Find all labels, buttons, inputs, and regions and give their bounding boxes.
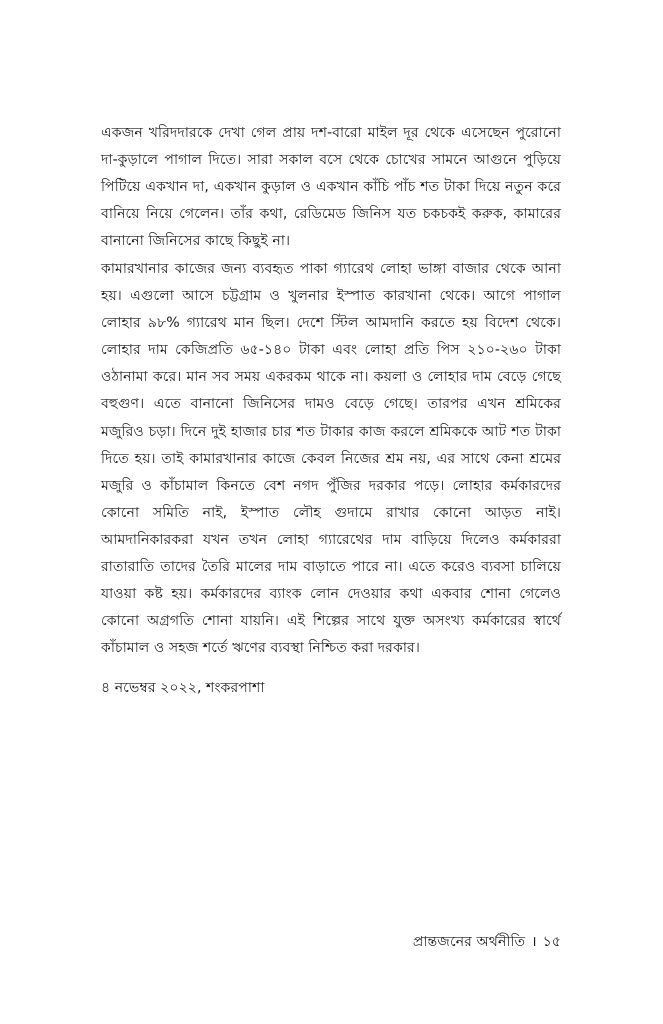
page-number: ১৫: [542, 934, 561, 950]
footer-separator: ।: [531, 934, 537, 950]
body-paragraph: একজন খরিদদারকে দেখা গেল প্রায় দশ-বারো মাইল দূর থেকে এসেছেন পুরোনো দা-কুড়ালে পাগাল দিতে। সারা সকাল বসে থেকে চোখের সামনে আগুনে পুড়িয়ে পিটিয়ে একখান দা, একখান কুড়াল ও একখান কাঁচি পাঁচ শত টাকা দিয়ে নতুন করে বানিয়ে নিয়ে গেলেন। তাঁর কথা, রেডিমেড জিনিস যত চকচকই করুক, কামারের বানানো জিনিসের কাছে কিছুই না।: [101, 125, 561, 250]
running-title: প্রান্তজনের অর্থনীতি: [412, 934, 526, 950]
dateline: ৪ নভেম্বর ২০২২, শংকরপাশা: [101, 680, 265, 696]
body-paragraph: কামারখানার কাজের জন্য ব্যবহৃত পাকা গ্যারেথ লোহা ভাঙ্গা বাজার থেকে আনা হয়। এগুলো আসে চট্টগ্রাম ও খুলনার ইস্পাত কারখানা থেকে। আগে পাগাল লোহার ৯৮% গ্যারেথ মান ছিল। দেশে স্টিল আমদানি করতে হয় বিদেশ থেকে। লোহার দাম কেজিপ্রতি ৬৫-১৪০ টাকা এবং লোহা প্রতি পিস ২১০-২৬০ টাকা ওঠানামা করে। মান সব সময় একরকম থাকে না। কয়লা ও লোহার দাম বেড়ে গেছে বহুগুণ। এতে বানানো জিনিসের দামও বেড়ে গেছে। তারপর এখন শ্রমিকের মজুরিও চড়া। দিনে দুই হাজার চার শত টাকার কাজ করলে শ্রমিককে আট শত টাকা দিতে হয়। তাই কামারখানার কাজে কেবল নিজের শ্রম নয়, এর সাথে কেনা শ্রমের মজুরি ও কাঁচামাল কিনতে বেশ নগদ পুঁজির দরকার পড়ে। লোহার কর্মকারদের কোনো সমিতি নাই, ইস্পাত লৌহ গুদামে রাখার কোনো আড়ত নাই। আমদানিকারকরা যখন তখন লোহা গ্যারেথের দাম বাড়িয়ে দিলেও কর্মকাররা রাতারাতি তাদের তৈরি মালের দাম বাড়াতে পারে না। এতে করেও ব্যবসা চালিয়ে যাওয়া কষ্ট হয়। কর্মকারদের ব্যাংক লোন দেওয়ার কথা একবার শোনা গেলেও কোনো অগ্রগতি শোনা যায়নি। এই শিল্পের সাথে যুক্ত অসংখ্য কর্মকারের স্বার্থে কাঁচামাল ও সহজ শর্তে ঋণের ব্যবস্থা নিশ্চিত করা দরকার।: [101, 261, 561, 657]
page-footer: [413, 929, 561, 956]
